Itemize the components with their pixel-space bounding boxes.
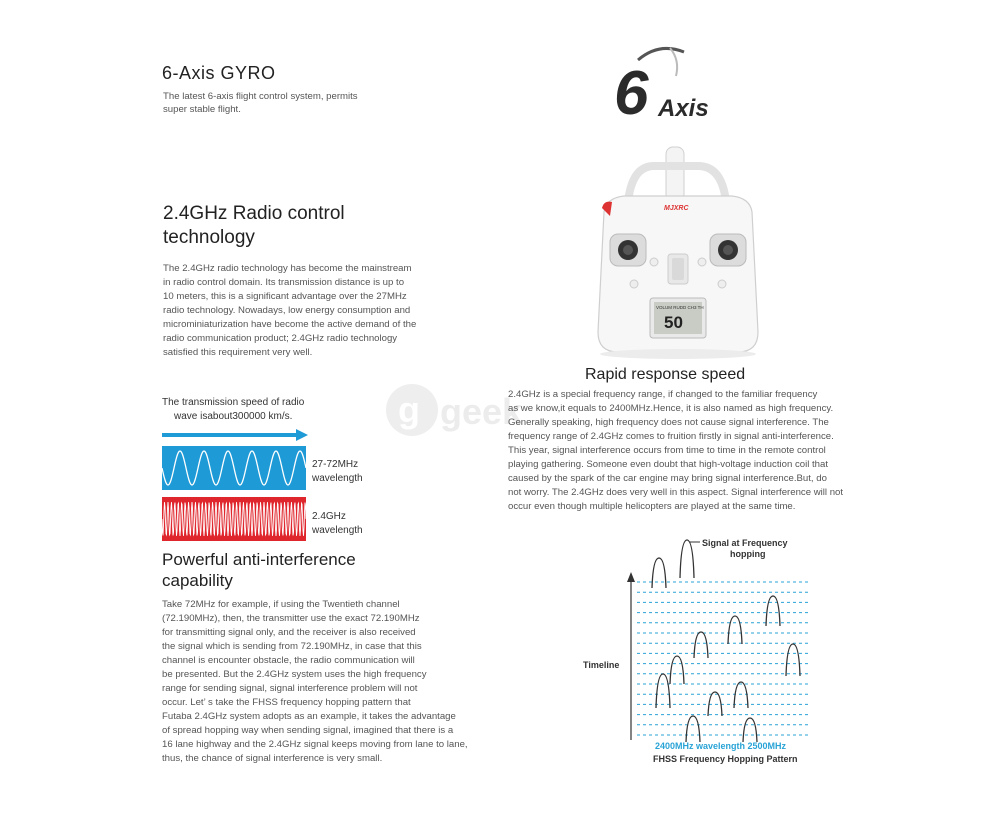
body-line: This year, signal interference occurs from time to time in the remote control: [508, 445, 826, 456]
band-label-line: 27-72MHz: [312, 459, 359, 470]
signal-peak: [694, 632, 708, 658]
body-line: in radio control domain. Its transmission distance is up to: [163, 277, 405, 288]
transmitter-image: [588, 142, 768, 364]
lcd-header: VOLUM RUDD CH3 TH: [656, 305, 704, 310]
body-line: Take 72MHz for example, if using the Twentieth channel: [162, 599, 400, 610]
body-line: microminiaturization have become the active demand of the: [163, 319, 417, 330]
gyro-description: [163, 90, 358, 116]
transmitter-brand: MJXRC: [664, 205, 689, 212]
body-line: playing gathering. Someone even doubt that high-voltage induction coil that: [508, 459, 829, 470]
signal-peak: [728, 616, 742, 644]
body-line: channel is encounter obstacle, the radio communication will: [162, 655, 415, 666]
time-axis-arrow: [627, 572, 635, 582]
band-label-line: 2.4GHz: [312, 511, 346, 522]
body-line: as we know,it equals to 2400MHz.Hence, it is also named as high frequency.: [508, 403, 834, 414]
body-line: satisfied this requirement very well.: [163, 347, 313, 358]
body-line: not worry. The 2.4GHz does very well in this aspect. Signal interference will not: [508, 487, 844, 498]
signal-peak: [680, 540, 694, 578]
wave-2-4ghz: [162, 497, 306, 541]
gyro-desc-line: The latest 6-axis flight control system, permits: [163, 91, 358, 102]
signal-peak: [743, 718, 757, 742]
body-line: the signal which is sending from 72.190MHz, in case that this: [162, 641, 422, 652]
six-axis-logo: [604, 40, 734, 130]
body-line: Generally speaking, high frequency does not cause signal interference. The: [508, 417, 829, 428]
body-line: Futaba 2.4GHz system adopts as an example, it takes the advantage: [162, 711, 456, 722]
fhss-caption: FHSS Frequency Hopping Pattern: [653, 754, 798, 764]
lcd-value: 50: [664, 313, 683, 332]
wave-caption-line: wave isabout300000 km/s.: [174, 411, 293, 422]
band-label-line: wavelength: [312, 473, 363, 484]
body-line: thus, the chance of signal interference is very small.: [162, 753, 383, 764]
radio-title-line: 2.4GHz Radio control: [163, 203, 345, 224]
watermark-text: geek: [440, 391, 523, 432]
body-line: radio communication product; 2.4GHz radio technology: [163, 333, 398, 344]
signal-label-line: Signal at Frequency: [702, 538, 788, 548]
body-line: occur. Let’ s take the FHSS frequency hopping pattern that: [162, 697, 411, 708]
band-label-line: wavelength: [312, 525, 363, 536]
band1-label: [312, 458, 363, 486]
body-line: 2.4GHz is a special frequency range, if changed to the familiar frequency: [508, 389, 818, 400]
signal-peak: [656, 674, 670, 708]
signal-peak: [686, 716, 700, 742]
frequency-axis-label: 2400MHz wavelength 2500MHz: [655, 741, 787, 751]
logo-number: 6: [614, 59, 649, 128]
body-line: frequency range of 2.4GHz comes to fruition firstly in signal anti-interference.: [508, 431, 834, 442]
signal-peak: [786, 644, 800, 676]
rapid-body: [508, 388, 843, 514]
timeline-label: Timeline: [583, 660, 620, 670]
body-line: 16 lane highway and the 2.4GHz signal keeps moving from lane to lane,: [162, 739, 468, 750]
body-line: of spread hopping way when sending signal, imagined that there is a: [162, 725, 454, 736]
radio-body: [163, 262, 416, 360]
logo-word: Axis: [658, 95, 709, 122]
transmission-arrow: [162, 428, 308, 440]
anti-body: [162, 598, 468, 766]
anti-title-line: Powerful anti-interference: [162, 550, 356, 569]
radio-title: [163, 202, 345, 250]
signal-peaks: [652, 540, 800, 742]
frequency-lanes: [637, 582, 810, 735]
signal-peak: [766, 596, 780, 626]
rapid-title: Rapid response speed: [585, 366, 746, 383]
svg-text:g: g: [398, 389, 420, 430]
body-line: 10 meters, this is a significant advantage over the 27MHz: [163, 291, 407, 302]
body-line: for transmitting signal only, and the receiver is also received: [162, 627, 416, 638]
wave-27-72mhz: [162, 446, 306, 490]
band2-label: [312, 510, 363, 538]
fhss-diagram: [575, 530, 820, 770]
body-line: range for sending signal, signal interference problem will not: [162, 683, 418, 694]
body-line: occur even though multiple helicopters are played at the same time.: [508, 501, 796, 512]
body-line: be presented. But the 2.4GHz system uses the high frequency: [162, 669, 427, 680]
signal-peak: [670, 656, 684, 684]
body-line: radio technology. Nowadays, low energy consumption and: [163, 305, 411, 316]
gyro-desc-line: super stable flight.: [163, 104, 241, 115]
signal-label-line: hopping: [730, 549, 766, 559]
wave-caption-line: The transmission speed of radio: [162, 397, 305, 408]
body-line: caused by the spark of the car engine may bring signal interference.But, do: [508, 473, 827, 484]
anti-title-line: capability: [162, 571, 233, 590]
wave-caption: [162, 396, 304, 424]
signal-peak: [652, 558, 666, 588]
body-line: (72.190MHz), then, the transmitter use the exact 72.190MHz: [162, 613, 420, 624]
radio-title-line: technology: [163, 227, 255, 248]
anti-title: [162, 549, 356, 591]
body-line: The 2.4GHz radio technology has become the mainstream: [163, 263, 412, 274]
gyro-title: 6-Axis GYRO: [162, 63, 276, 83]
